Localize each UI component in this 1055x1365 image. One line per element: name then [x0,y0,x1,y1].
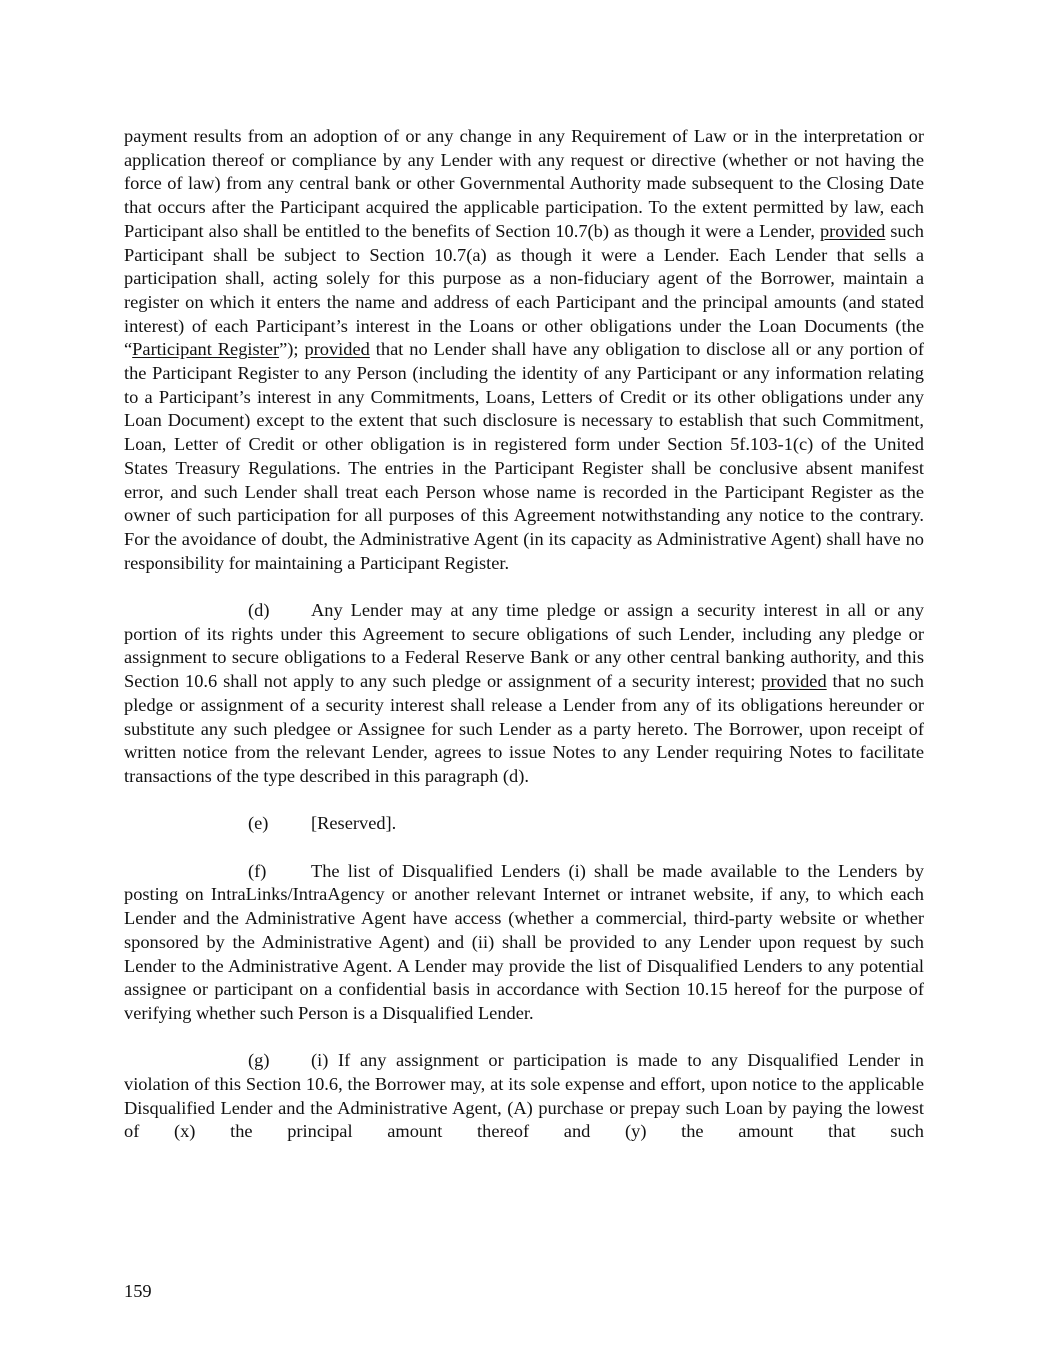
text-run: (i) If any assignment or participation is made to any Disqualified Lender in violation of this Section 10.6, the Borrower may, at its sole expense and effort, upon notice to the applicable Disqualified Lender and the Administrative Agent, (A) purchase or prepay such Loan by paying the lowest of (x) the principal amount thereof and (y) the amount that such [124,1050,924,1142]
paragraph-c-continuation [124,125,924,575]
paragraph-g [124,1049,924,1144]
text-run: ”); [279,339,305,360]
defined-term-provided: provided [819,220,886,241]
paragraph-d [124,599,924,789]
document-page [124,125,924,1168]
page-number: 159 [124,1281,152,1301]
text-run: that no Lender shall have any obligation to disclose all or any portion of the Participant Register to any Person (including the identity of any Participant or any information relating to a Participant’s interest in any Commitments, Loans, Letters of Credit or its other obligations under any Loan Document) except to the extent that such disclosure is necessary to establish that such Commitment, Loan, Letter of Credit or other obligation is in registered form under Section 5f.103-1(c) of the United States Treasury Regulations. The entries in the Participant Register shall be conclusive absent manifest error, and such Lender shall treat each Person whose name is recorded in the Participant Register as the owner of such participation for all purposes of this Agreement notwithstanding any notice to the contrary. For the avoidance of doubt, the Administrative Agent (in its capacity as Administrative Agent) shall have no responsibility for maintaining a Participant Register. [124,339,924,573]
defined-term-provided: provided [304,339,370,360]
paragraph-label: (d) [248,600,270,621]
paragraph-label: (f) [248,860,267,881]
text-run: [Reserved]. [311,813,397,834]
paragraph-label: (e) [248,813,269,834]
text-run: Any Lender may at any time pledge or assign a security interest in all or any portion of its rights under this Agreement to secure obligations of such Lender, including any pledge or assignment to secure obligations to a Federal Reserve Bank or any other central banking authority, and this Section 10.6 shall not apply to any such pledge or assignment of a security interest; [124,600,924,692]
paragraph-f [124,860,924,1026]
paragraph-label: (g) [248,1050,270,1071]
text-run: such Participant shall be subject to Section 10.7(a) as though it were a Lender. Each Lender that sells a participation shall, acting solely for this purpose as a non-fiduciary agent of the Borrower, maintain a register on which it enters the name and address of each Participant and the principal amounts (and stated interest) of each Participant’s interest in the Loans or other obligations under the Loan Documents (the “ [124,220,924,360]
text-run: payment results from an adoption of or any change in any Requirement of Law or in the interpretation or application thereof or compliance by any Lender with any request or directive (whether or not having the force of law) from any central bank or other Governmental Authority made subsequent to the Closing Date that occurs after the Participant acquired the applicable participation. To the extent permitted by law, each Participant also shall be entitled to the benefits of Section 10.7(b) as though it were a Lender, [124,126,924,241]
defined-term-participant-register: Participant Register [132,339,280,360]
text-run: The list of Disqualified Lenders (i) shall be made available to the Lenders by posting on IntraLinks/IntraAgency or another relevant Internet or intranet website, if any, to which each Lender and the Administrative Agent have access (whether a commercial, third-party website or whether sponsored by the Administrative Agent) and (ii) shall be provided to any Lender upon request by such Lender to the Administrative Agent. A Lender may provide the list of Disqualified Lenders to any potential assignee or participant on a confidential basis in accordance with Section 10.15 hereof for the purpose of verifying whether such Person is a Disqualified Lender. [124,860,924,1023]
defined-term-provided: provided [761,671,827,692]
paragraph-e [124,812,924,836]
text-run: that no such pledge or assignment of a security interest shall release a Lender from any of its obligations hereunder or substitute any such pledgee or Assignee for such Lender as a party hereto. The Borrower, upon receipt of written notice from the relevant Lender, agrees to issue Notes to any Lender requiring Notes to facilitate transactions of the type described in this paragraph (d). [124,671,924,786]
